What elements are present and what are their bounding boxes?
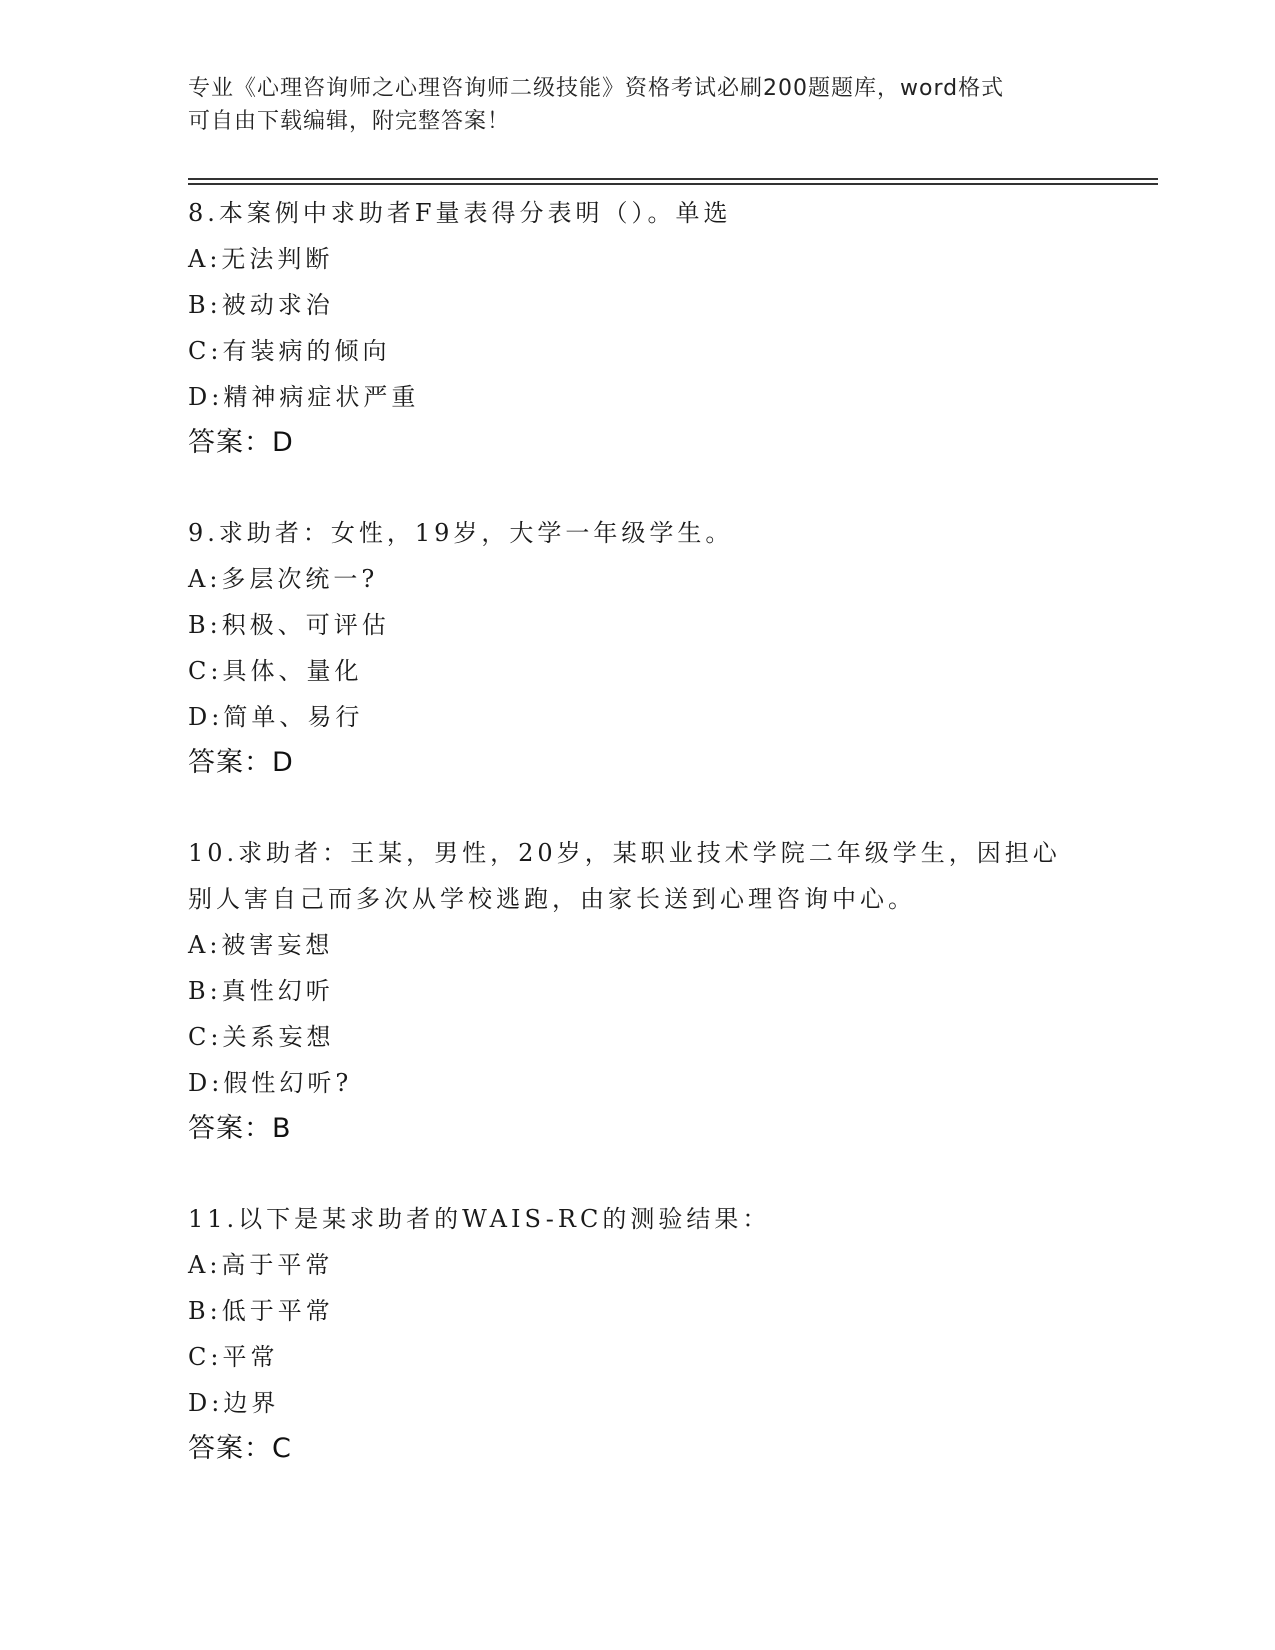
option-b: B:被动求治 (188, 291, 334, 319)
option-d: D:简单、易行 (188, 703, 364, 731)
option-a: A:被害妄想 (188, 931, 334, 959)
option-d: D:精神病症状严重 (188, 383, 420, 411)
option-c: C:具体、量化 (188, 657, 363, 685)
option-c: C:有装病的倾向 (188, 337, 391, 365)
answer: 答案：D (188, 747, 294, 778)
question-list (188, 190, 1148, 1516)
option-c: C:平常 (188, 1343, 279, 1371)
option-b: B:真性幻听 (188, 977, 334, 1005)
header-divider-top (188, 178, 1158, 180)
option-a: A:无法判断 (188, 245, 334, 273)
header-line-1: 专业《心理咨询师之心理咨询师二级技能》资格考试必刷200题题库，word格式 (188, 76, 1005, 101)
header-divider-bottom (188, 183, 1158, 185)
question-stem: 8.本案例中求助者F量表得分表明（）。单选 (188, 199, 732, 227)
question-11 (188, 1196, 1148, 1472)
option-d: D:边界 (188, 1389, 280, 1417)
option-b: B:积极、可评估 (188, 611, 390, 639)
option-b: B:低于平常 (188, 1297, 334, 1325)
document-header (188, 72, 1088, 138)
question-stem-continued: 别人害自己而多次从学校逃跑，由家长送到心理咨询中心。 (188, 885, 916, 913)
question-stem: 11.以下是某求助者的WAIS-RC的测验结果： (188, 1205, 771, 1233)
question-9 (188, 510, 1148, 786)
question-8 (188, 190, 1148, 466)
option-a: A:多层次统一? (188, 565, 379, 593)
option-c: C:关系妄想 (188, 1023, 335, 1051)
option-a: A:高于平常 (188, 1251, 334, 1279)
answer: 答案：D (188, 427, 294, 458)
question-stem: 10.求助者：王某，男性，20岁，某职业技术学院二年级学生，因担心 (188, 839, 1061, 867)
answer: 答案：C (188, 1433, 292, 1464)
option-d: D:假性幻听? (188, 1069, 353, 1097)
question-stem: 9.求助者：女性，19岁，大学一年级学生。 (188, 519, 734, 547)
header-line-2: 可自由下载编辑，附完整答案！ (188, 109, 511, 134)
question-10 (188, 830, 1148, 1152)
answer: 答案：B (188, 1113, 292, 1144)
